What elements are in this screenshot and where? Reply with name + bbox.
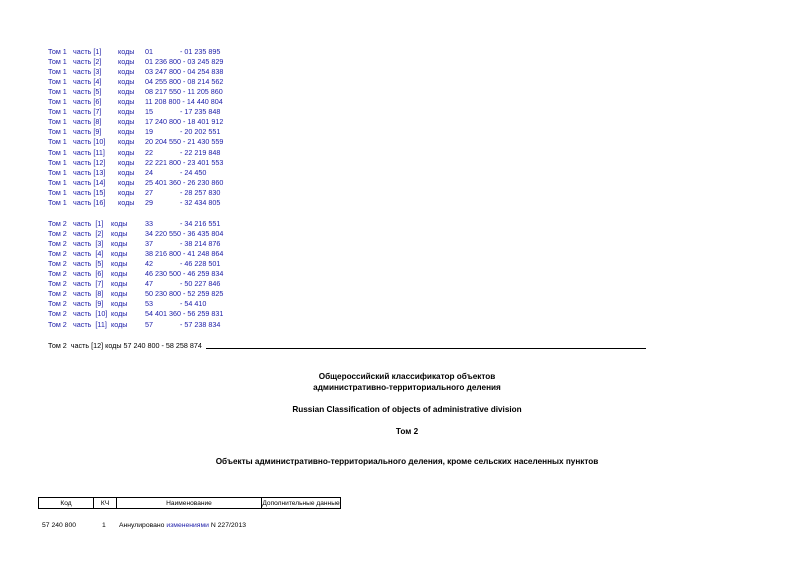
toc-part-label[interactable]: часть [14] [73,177,106,187]
toc-codes-label[interactable]: коды [111,309,128,319]
toc-range-start[interactable]: 27 [145,187,153,197]
toc-part-label[interactable]: часть [1] [73,219,104,228]
toc-range-start[interactable]: 04 255 800 - 08 214 562 [145,77,224,87]
toc-codes-label[interactable]: коды [118,157,135,167]
toc-range-end[interactable]: - 22 219 848 [180,147,221,157]
toc-codes-label[interactable]: коды [118,187,135,197]
toc-range-start[interactable]: 53 [145,299,153,309]
toc-range-start[interactable]: 33 [145,219,153,228]
toc-part-label[interactable]: часть [11] [73,147,105,157]
toc-range-start[interactable]: 24 [145,167,153,177]
toc-part-label[interactable]: часть [6] [73,97,102,107]
toc-part-label[interactable]: часть [1] [73,47,102,56]
title-en: Russian Classification of objects of administrative division [292,405,522,414]
toc-tom-label[interactable]: Том 1 [48,57,67,67]
toc-codes-label[interactable]: коды [118,87,135,97]
toc-range-end[interactable]: - 57 238 834 [180,319,221,329]
col-header-name: Наименование [117,498,262,509]
toc-part-label[interactable]: часть [13] [73,167,106,177]
toc-range-start[interactable]: 25 401 360 - 26 230 860 [145,177,224,187]
toc-part-label[interactable]: часть [11] [73,319,107,329]
subtitle: Объекты административно-территориального деления, кроме сельских населенных пунктов [215,457,599,466]
toc-tom-label[interactable]: Том 1 [48,107,67,117]
toc-tom-label[interactable]: Том 1 [48,137,67,147]
toc-part-label[interactable]: часть [16] [73,197,106,207]
toc-range-start[interactable]: 47 [145,279,153,289]
toc-part-label[interactable]: часть [2] [73,229,104,239]
toc-tom-label[interactable]: Том 1 [48,117,67,127]
toc-part-label[interactable]: часть [2] [73,57,102,67]
toc-tom-label[interactable]: Том 2 [48,239,67,249]
toc-range-start[interactable]: 03 247 800 - 04 254 838 [145,67,224,77]
toc-codes-label[interactable]: коды [118,147,135,157]
toc-codes-label[interactable]: коды [111,259,128,269]
toc-codes-label[interactable]: коды [118,97,135,107]
toc-range-start[interactable]: 34 220 550 - 36 435 804 [145,229,224,239]
current-part-underline [206,348,646,349]
record-name [119,521,246,530]
toc-codes-label[interactable]: коды [111,299,128,309]
record-code: 57 240 800 [42,522,77,529]
toc-tom-label[interactable]: Том 1 [48,167,67,177]
toc-range-start[interactable]: 01 236 800 - 03 245 829 [145,57,224,67]
toc-part-label[interactable]: часть [7] [73,279,104,289]
toc-codes-label[interactable]: коды [111,279,128,289]
toc-range-start[interactable]: 22 221 800 - 23 401 553 [145,157,224,167]
toc-range-start[interactable]: 37 [145,239,153,249]
toc-codes-label[interactable]: коды [111,239,128,249]
toc-part-label[interactable]: часть [3] [73,67,102,77]
toc-tom-label[interactable]: Том 1 [48,87,67,97]
toc-tom-label[interactable]: Том 1 [48,127,67,137]
toc-tom-label[interactable]: Том 2 [48,299,67,309]
toc-tom-label[interactable]: Том 1 [48,67,67,77]
toc-codes-label[interactable]: коды [111,269,128,279]
toc-part-label[interactable]: часть [9] [73,299,104,309]
title-ru-line1: Общероссийский классификатор объектов [318,372,496,381]
toc-range-end[interactable]: - 54 410 [180,299,207,309]
toc-range-start[interactable]: 17 240 800 - 18 401 912 [145,117,224,127]
toc-codes-label[interactable]: коды [118,77,135,87]
toc-tom-label[interactable]: Том 2 [48,269,67,279]
toc-range-end[interactable]: - 20 202 551 [180,127,221,137]
toc-codes-label[interactable]: коды [118,177,135,187]
toc-codes-label[interactable]: коды [118,47,135,56]
toc-part-label[interactable]: часть [7] [73,107,102,117]
toc-tom-label[interactable]: Том 2 [48,219,67,228]
toc-part-label[interactable]: часть [12] [73,157,106,167]
toc-tom-label[interactable]: Том 2 [48,229,67,239]
toc-codes-label[interactable]: коды [111,249,128,259]
toc-range-start[interactable]: 50 230 800 - 52 259 825 [145,289,224,299]
toc-range-end[interactable]: - 17 235 848 [180,107,221,117]
toc-range-start[interactable]: 20 204 550 - 21 430 559 [145,137,224,147]
toc-part-label[interactable]: часть [5] [73,259,104,269]
toc-part-label[interactable]: часть [9] [73,127,102,137]
current-part-label: Том 2 часть [12] коды 57 240 800 - 58 258 874 [48,341,202,350]
toc-part-label[interactable]: часть [4] [73,77,102,87]
toc-part-label[interactable]: часть [5] [73,87,102,97]
toc-part-label[interactable]: часть [10] [73,309,108,319]
col-header-kch: КЧ [94,498,117,509]
toc-range-end[interactable]: - 50 227 846 [180,279,221,289]
toc-range-start[interactable]: 15 [145,107,153,117]
toc-tom-label[interactable]: Том 1 [48,77,67,87]
toc-range-end[interactable]: - 34 216 551 [180,219,221,228]
toc-range-start[interactable]: 57 [145,319,153,329]
toc-range-start[interactable]: 54 401 360 - 56 259 831 [145,309,224,319]
toc-part-label[interactable]: часть [4] [73,249,104,259]
toc-range-end[interactable]: - 38 214 876 [180,239,221,249]
toc-codes-label[interactable]: коды [111,219,128,228]
toc-codes-label[interactable]: коды [118,57,135,67]
toc-range-start[interactable]: 01 [145,47,153,56]
record-name-suffix: N 227/2013 [208,522,247,529]
toc-codes-label[interactable]: коды [118,127,135,137]
toc-part-label[interactable]: часть [3] [73,239,104,249]
toc-range-start[interactable]: 19 [145,127,153,137]
toc-range-end[interactable]: - 46 228 501 [180,259,221,269]
toc-codes-label[interactable]: коды [118,167,135,177]
toc-range-end[interactable]: - 01 235 895 [180,47,221,56]
toc-part-label[interactable]: часть [10] [73,137,106,147]
toc-range-start[interactable]: 08 217 550 - 11 205 860 [145,87,223,97]
toc-tom-label[interactable]: Том 2 [48,289,67,299]
toc-codes-label[interactable]: коды [118,117,135,127]
toc-codes-label[interactable]: коды [118,137,135,147]
toc-part-label[interactable]: часть [8] [73,289,104,299]
toc-part-label[interactable]: часть [8] [73,117,102,127]
toc-tom-label[interactable]: Том 1 [48,47,67,56]
toc-range-start[interactable]: 42 [145,259,153,269]
toc-range-start[interactable]: 11 208 800 - 14 440 804 [145,97,223,107]
toc-codes-label[interactable]: коды [111,289,128,299]
toc-codes-label[interactable]: коды [111,229,128,239]
col-header-code: Код [39,498,94,509]
toc-range-end[interactable]: - 24 450 [180,167,207,177]
classifier-table-header [38,497,341,509]
amendment-link[interactable]: изменениями [166,522,209,529]
toc-tom-label[interactable]: Том 1 [48,157,67,167]
toc-range-start[interactable]: 29 [145,197,153,207]
record-kch: 1 [102,522,106,529]
toc-tom-label[interactable]: Том 2 [48,249,67,259]
volume-title: Том 2 [395,427,419,436]
toc-tom-label[interactable]: Том 2 [48,279,67,289]
toc-tom-label[interactable]: Том 1 [48,97,67,107]
toc-range-end[interactable]: - 32 434 805 [180,197,221,207]
toc-tom-label[interactable]: Том 1 [48,147,67,157]
toc-tom-label[interactable]: Том 2 [48,259,67,269]
toc-codes-label[interactable]: коды [111,319,128,329]
toc-tom-label[interactable]: Том 2 [48,319,67,329]
toc-range-start[interactable]: 22 [145,147,153,157]
toc-tom-label[interactable]: Том 2 [48,309,67,319]
col-header-extra: Дополнительные данные [262,499,340,507]
toc-codes-label[interactable]: коды [118,197,135,207]
toc-tom-label[interactable]: Том 1 [48,197,67,207]
toc-range-end[interactable]: - 28 257 830 [180,187,221,197]
toc-codes-label[interactable]: коды [118,107,135,117]
toc-tom-label[interactable]: Том 1 [48,187,67,197]
record-name-prefix: Аннулировано [119,522,167,529]
toc-part-label[interactable]: часть [15] [73,187,106,197]
toc-range-start[interactable]: 46 230 500 - 46 259 834 [145,269,224,279]
toc-tom-label[interactable]: Том 1 [48,177,67,187]
title-ru-line2: административно-территориального деления [313,383,501,392]
toc-range-start[interactable]: 38 216 800 - 41 248 864 [145,249,224,259]
toc-codes-label[interactable]: коды [118,67,135,77]
toc-part-label[interactable]: часть [6] [73,269,104,279]
